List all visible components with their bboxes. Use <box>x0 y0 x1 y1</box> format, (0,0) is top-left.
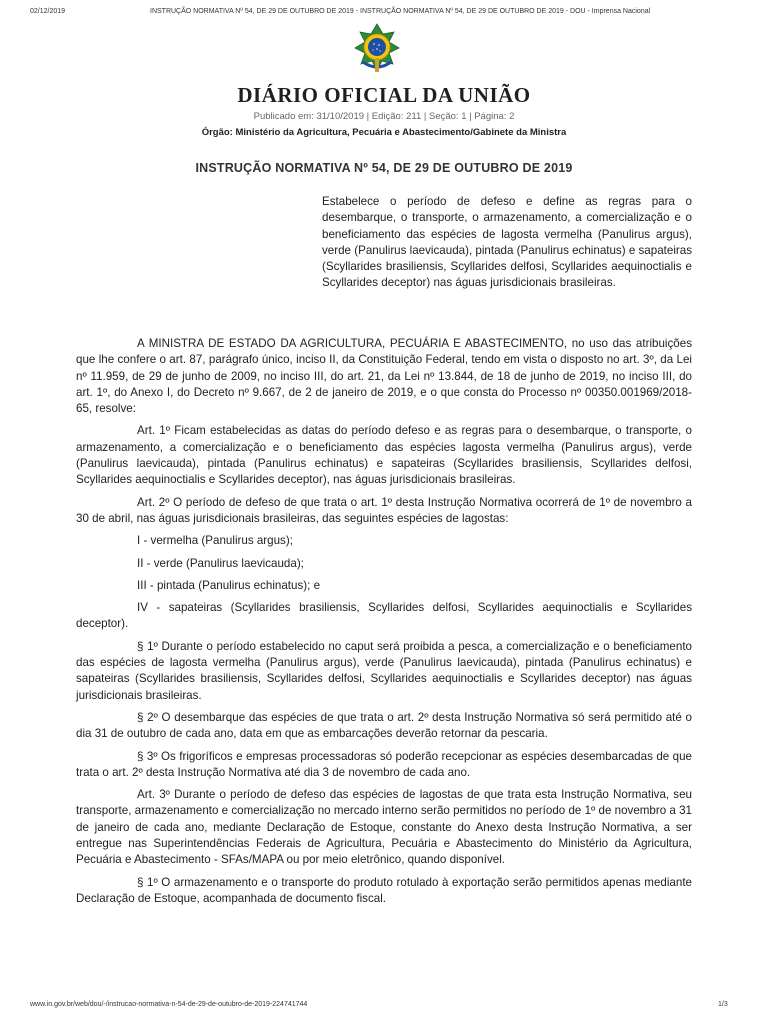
publication-info: Publicado em: 31/10/2019 | Edição: 211 | Seção: 1 | Página: 2 <box>253 111 515 122</box>
page-url: www.in.gov.br/web/dou/-/instrucao-normativa-n-54-de-29-de-outubro-de-2019-224741744 <box>30 1001 308 1008</box>
inciso-2: II - verde (Panulirus laevicauda); <box>137 556 304 570</box>
article-3-paragraph-1: § 1º O armazenamento e o transporte do produto rotulado à exportação serão permitidos apenas mediante Declaração de Estoque, acompanhada de documento fiscal. <box>76 875 692 905</box>
article-2-paragraph-2: § 2º O desembarque das espécies de que trata o art. 2º desta Instrução Normativa só será permitido até o dia 31 de outubro de cada ano, data em que as embarcações deverão retornar da pescaria. <box>76 710 692 741</box>
ementa: Estabelece o período de defeso e define as regras para o desembarque, o transporte, o armazenamento, a comercialização e o beneficiamento das espécies de lagosta vermelha (Panulirus argus), verde (Panulirus laevicauda), pintada (Panulirus echinatus) e sapateiras (Scyllarides brasiliensis, Scyllarides delfosi, Scyllarides aequinoctialis e Scyllarides deceptor) nas águas jurisdicionais brasileiras. <box>322 195 692 290</box>
inciso-4: IV - sapateiras (Scyllarides brasiliensis, Scyllarides delfosi, Scyllarides aequinoctialis e Scyllarides deceptor). <box>76 601 692 631</box>
article-2-paragraph-3: § 3º Os frigoríficos e empresas processadoras só poderão recepcionar as espécies desembarcadas de que trata o art. 2º desta Instrução Normativa até dia 3 de novembro de cada ano. <box>76 749 692 779</box>
inciso-1: I - vermelha (Panulirus argus); <box>137 534 293 548</box>
coat-of-arms-icon <box>353 22 401 76</box>
print-date: 02/12/2019 <box>30 8 66 15</box>
article-2: Art. 2º O período de defeso de que trata o art. 1º desta Instrução Normativa ocorrerá de 1º de novembro a 30 de abril, nas águas jurisdicionais brasileiras, das seguintes espécies de lagostas: <box>76 495 692 525</box>
print-footer <box>0 1001 768 1013</box>
page-number: 1/3 <box>718 1001 728 1008</box>
preamble: A MINISTRA DE ESTADO DA AGRICULTURA, PECUÁRIA E ABASTECIMENTO, no uso das atribuições que lhe confere o art. 87, parágrafo único, inciso II, da Constituição Federal, tendo em vista o disposto no art. 3º, da Lei nº 11.959, de 29 de junho de 2009, no inciso III, do art. 21, da Lei nº 13.844, de 18 de junho de 2019, no inciso III, do art. 1º, do Anexo I, do Decreto nº 9.667, de 2 de janeiro de 2019, e o que consta do Processo nº 00350.001969/2018-65, resolve: <box>76 337 692 416</box>
document-title: INSTRUÇÃO NORMATIVA Nº 54, DE 29 DE OUTUBRO DE 2019 <box>195 161 573 175</box>
inciso-3: III - pintada (Panulirus echinatus); e <box>137 578 321 592</box>
print-header <box>0 8 768 20</box>
article-2-paragraph-1: § 1º Durante o período estabelecido no caput será proibida a pesca, a comercialização e o beneficiamento das espécies de lagosta vermelha (Panulirus argus), verde (Panulirus laevicauda), pintada (Panulirus echinatus) e sapateiras (Scyllarides brasiliensis, Scyllarides delfosi, Scyllarides aequinoctialis e Scyllarides deceptor) nas águas jurisdicionais brasileiras. <box>76 639 692 702</box>
document-body <box>76 336 692 913</box>
article-1: Art. 1º Ficam estabelecidas as datas do período defeso e as regras para o desembarque, o transporte, o armazenamento, a comercialização e o beneficiamento das espécies lagosta vermelha (Panulirus argus), verde (Panulirus laevicauda), pintada (Panulirus echinatus) e sapateiras (Scyllarides brasiliensis, Scyllarides delfosi, Scyllarides aequinoctialis e Scyllarides deceptor), nas águas jurisdicionais brasileiras. <box>76 424 692 487</box>
article-3: Art. 3º Durante o período de defeso das espécies de lagostas de que trata esta Instrução Normativa, seu transporte, armazenamento e comercialização no mercado interno serão permitidos no período de 1º de novembro a 31 de janeiro de cada ano, mediante Declaração de Estoque, constante do Anexo desta Instrução Normativa, a ser entregue nas Superintendências Federais de Agricultura, Pecuária e Abastecimento do Ministério da Agricultura, Pecuária e Abastecimento - SFAs/MAPA ou por meio eletrônico, quando disponível. <box>76 788 692 867</box>
orgao-line <box>0 127 768 138</box>
print-title: INSTRUÇÃO NORMATIVA Nº 54, DE 29 DE OUTUBRO DE 2019 - INSTRUÇÃO NORMATIVA Nº 54, DE 29 DE OUTUBRO DE 2019 - DOU - Imprensa Nacional <box>150 8 651 15</box>
orgao-text: Órgão: Ministério da Agricultura, Pecuária e Abastecimento/Gabinete da Ministra <box>201 127 567 138</box>
masthead-title: DIÁRIO OFICIAL DA UNIÃO <box>237 83 531 107</box>
